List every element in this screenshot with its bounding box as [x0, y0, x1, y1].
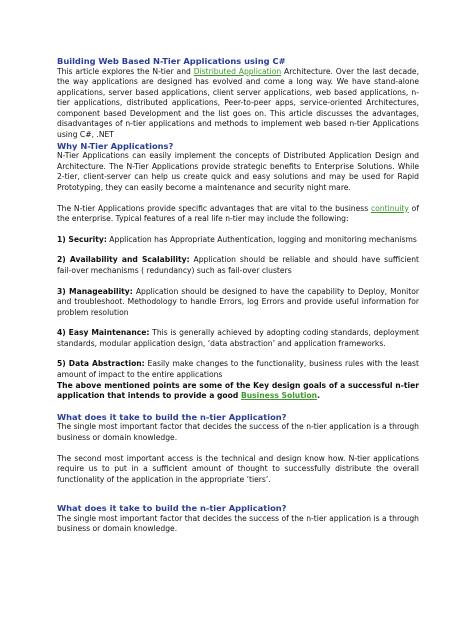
feature-label: 2) Availability and Scalability:	[57, 255, 190, 265]
what-paragraph-first: The single most important factor that decides the success of the n-tier application is a through business or domain knowledge.	[57, 422, 419, 442]
feature-label: 1) Security:	[57, 234, 107, 244]
business-solution-link[interactable]: Business Solution	[240, 391, 318, 401]
feature-item	[57, 359, 419, 380]
feature-text: Application has Appropriate Authentication, logging and monitoring mechanisms	[106, 234, 417, 244]
article-title: Building Web Based N-Tier Applications using C#	[57, 56, 286, 66]
feature-item	[57, 328, 419, 349]
benefits-text-start: The N-tier Applications provide specific advantages that are vital to the business	[57, 203, 371, 213]
feature-item	[57, 287, 419, 319]
feature-item	[57, 235, 419, 246]
summary-paragraph	[57, 381, 419, 402]
what-heading-second: What does it take to build the n-tier Application?	[57, 503, 287, 514]
what-paragraph-third: The single most important factor that decides the success of the n-tier application is a through business or domain knowledge.	[57, 513, 419, 534]
feature-label: 4) Easy Maintenance:	[57, 328, 150, 338]
benefits-paragraph	[57, 204, 419, 225]
feature-item	[57, 255, 419, 276]
feature-label: 3) Manageability:	[57, 286, 133, 296]
distributed-application-link[interactable]: Distributed Application	[193, 66, 282, 76]
intro-text-start: This article explores the N-tier and	[57, 66, 194, 76]
why-paragraph: N-Tier Applications can easily implement the concepts of Distributed Application Design and Architecture. The N-Tier Applications provide strategic benefits to Enterprise Solutions. While 2-tier, client-server can help us create quick and easy solutions and may be used for Rapid Prototyping, they can easily become a maintenance and security night mare.	[57, 151, 419, 192]
article	[57, 56, 419, 535]
what-paragraph-second: The second most important access is the technical and design know how. N-tier applications require us to put in a sufficient amount of thought to successfully distribute the overall functionality of the application in the appropriate ‘tiers’.	[57, 453, 419, 484]
feature-text: Application should be designed to have the capability to Deploy, Monitor and troubleshoot. Methodology to handle Errors, log Errors and provide useful information for problem resolution	[57, 286, 419, 317]
summary-text-end: .	[317, 391, 320, 401]
feature-text: Application should be reliable and should have sufficient fail-over mechanisms ( redundancy) such as fail-over clusters	[57, 255, 419, 275]
intro-paragraph	[57, 67, 419, 141]
summary-text-start: The above mentioned points are some of the Key design goals of a successful n-tier application that intends to provide a good	[57, 380, 419, 401]
what-heading-first: What does it take to build the n-tier Application?	[57, 411, 287, 422]
feature-text: Easily make changes to the functionality, business rules with the least amount of impact to the entire applications	[57, 359, 419, 380]
intro-text-end: Architecture. Over the last decade, the way applications are designed has evolved and come a long way. We have stand-alone applications, server based applications, client server applications, web based applications, n-tier applications, distributed applications, Peer-to-peer apps, service-oriented Architectures, component based Development and the list goes on. This article discusses the advantages, disadvantages of n-tier applications and methods to implement web based n-tier Applications using C#, .NET	[57, 66, 420, 140]
feature-text: This is generally achieved by adopting coding standards, deployment standards, modular application design, ‘data abstraction’ and application frameworks.	[57, 328, 419, 348]
feature-label: 5) Data Abstraction:	[57, 359, 145, 369]
benefits-text-end: of the enterprise. Typical features of a real life n-tier may include the following:	[57, 203, 419, 224]
continuity-link[interactable]: continuity	[370, 203, 409, 213]
why-heading: Why N-Tier Applications?	[57, 140, 174, 151]
